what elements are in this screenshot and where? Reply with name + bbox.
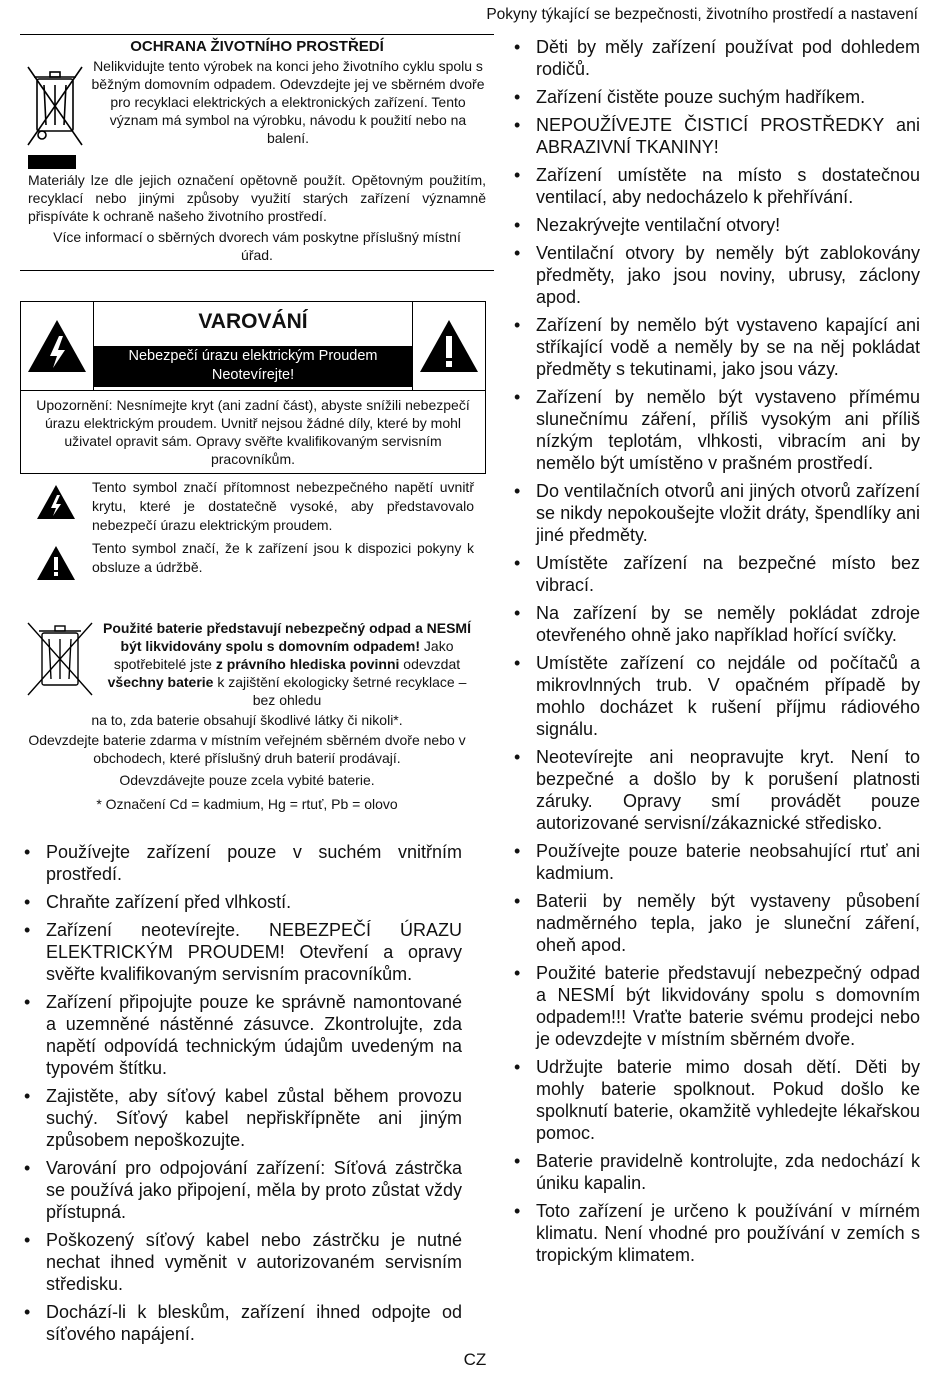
battery-line-2: na to, zda baterie obsahují škodlivé látky či nikoli*. <box>91 712 403 728</box>
list-item: • Zařízení čistěte pouze suchým hadříkem. <box>510 86 920 108</box>
list-item: • Zařízení neotevírejte. NEBEZPEČÍ ÚRAZU ELEKTRICKÝM PROUDEM! Otevření a opravy svěřte kvalifikovaným servisním pracovníkům. <box>20 919 462 985</box>
exclamation-warning-icon <box>413 302 485 390</box>
list-item: • Do ventilačních otvorů ani jiných otvorů zařízení se nikdy nepokoušejte vložit dráty, špendlíky ani jiné předměty. <box>510 480 920 546</box>
warning-body: Upozornění: Nesnímejte kryt (ani zadní část), abyste snížili nebezpečí úrazu elektrickým proudem. Uvnitř nejsou žádné díly, které by mohl uživatel opravit sám. Opravy svěřte kvalifikovaným servisním pracovníkům. <box>36 397 470 467</box>
crossed-bin-icon <box>20 57 90 167</box>
lightning-icon <box>20 478 92 535</box>
environment-title: OCHRANA ŽIVOTNÍHO PROSTŘEDÍ <box>130 38 384 55</box>
right-column <box>510 36 920 1272</box>
list-item: • Poškozený síťový kabel nebo zástrčku je nutné nechat ihned vyměnit v autorizovaném servisním středisku. <box>20 1229 462 1295</box>
left-column <box>20 34 494 1351</box>
list-item: • Toto zařízení je určeno k používání v mírném klimatu. Není vhodné pro používání v zemích s tropickým klimatem. <box>510 1200 920 1266</box>
battery-text-2: odevzdat <box>399 656 461 672</box>
list-item: • Chraňte zařízení před vlhkostí. <box>20 891 462 913</box>
battery-bold-3: všechny baterie <box>107 674 214 690</box>
battery-text-1: Jako spotřebitelé jste <box>113 638 454 672</box>
battery-text <box>100 619 494 709</box>
right-bullet-list <box>510 36 920 1266</box>
list-item: • Zařízení by nemělo být vystaveno kapající ani stříkající vodě a neměly by se na něj pokládat předměty s tekutinami, jako jsou vázy. <box>510 314 920 380</box>
battery-bold-2: z právního hlediska povinni <box>215 656 400 672</box>
list-item: • Udržujte baterie mimo dosah dětí. Děti by mohly baterie spolknout. Pokud došlo ke spolknutí baterie, okamžitě vyhledejte lékařskou pomoc. <box>510 1056 920 1144</box>
battery-paragraph-2: Odevzdávejte pouze zcela vybité baterie. <box>119 772 375 788</box>
list-item: • Zařízení umístěte na místo s dostatečnou ventilací, aby nedocházelo k přehřívání. <box>510 164 920 208</box>
environment-info: Více informací o sběrných dvorech vám poskytne příslušný místní úřad. <box>53 229 461 263</box>
battery-text-3: k zajištění ekologicky šetrné recyklace – bez ohledu <box>213 674 467 708</box>
list-item: • Neotevírejte ani neopravujte kryt. Není to bezpečné a došlo by k porušení platnosti záruky. Opravy smí provádět pouze autorizované servisní/zákaznické středisko. <box>510 746 920 834</box>
exclamation-icon <box>20 539 92 581</box>
voltage-symbol-text: Tento symbol značí přítomnost nebezpečného napětí uvnitř krytu, které je dostatečně vysoké, aby představovalo nebezpečí úrazu elektrickým proudem. <box>92 479 474 533</box>
list-item: • Dochází-li k bleskům, zařízení ihned odpojte od síťového napájení. <box>20 1301 462 1345</box>
list-item: • Používejte zařízení pouze v suchém vnitřním prostředí. <box>20 841 462 885</box>
warning-banner: Nebezpečí úrazu elektrickým Proudem Neotevírejte! <box>94 346 412 387</box>
environment-text: Nelikvidujte tento výrobek na konci jeho životního cyklu spolu s běžným domovním odpadem. Odevzdejte jej ve sběrném dvoře pro recyklaci elektrických a elektronických zařízení. Tento význam má symbol na výrobku, návodu k použití nebo na balení. <box>91 58 485 146</box>
list-item: • Zajistěte, aby síťový kabel zůstal během provozu suchý. Síťový kabel nepřiskřípněte ani jiným způsobem nepoškozujte. <box>20 1085 462 1151</box>
battery-bold-1: Použité baterie představují nebezpečný odpad a NESMÍ být likvidovány spolu s domovním odpadem! <box>103 620 471 654</box>
instructions-symbol-text: Tento symbol značí, že k zařízení jsou k dispozici pokyny k obsluze a údržbě. <box>92 540 474 575</box>
environment-paragraph: Materiály lze dle jejich označení opětovně použít. Opětovným použitím, recyklací nebo jinými způsoby využití starých zařízení významně přispíváte k ochraně našeho životního prostředí. <box>28 172 486 224</box>
battery-bin-icon <box>20 619 100 709</box>
list-item: • Zařízení by nemělo být vystaveno přímému slunečnímu záření, příliš vysokým ani příliš nízkým teplotám, vlhkosti, vibracím ani by nemělo být umístěno v prašném prostředí. <box>510 386 920 474</box>
voltage-symbol-note <box>20 478 494 535</box>
list-item: • Používejte pouze baterie neobsahující rtuť ani kadmium. <box>510 840 920 884</box>
list-item: • Zařízení připojujte pouze ke správně namontované a uzemněné nástěnné zásuvce. Zkontrolujte, zda napětí odpovídá technickým údajům uvedeným na typovém štítku. <box>20 991 462 1079</box>
list-item: • Varování pro odpojování zařízení: Síťová zástrčka se používá jako připojení, měla by proto zůstat vždy přístupná. <box>20 1157 462 1223</box>
list-item: • Baterie pravidelně kontrolujte, zda nedochází k úniku kapalin. <box>510 1150 920 1194</box>
list-item: • Děti by měly zařízení používat pod dohledem rodičů. <box>510 36 920 80</box>
page-footer: CZ <box>463 1350 487 1369</box>
environment-section <box>20 34 494 271</box>
battery-footnote: * Označení Cd = kadmium, Hg = rtuť, Pb = olovo <box>96 796 398 812</box>
list-item: • Použité baterie představují nebezpečný odpad a NESMÍ být likvidovány spolu s domovním odpadem!!! Vraťte baterie svému prodejci nebo je odevzdejte v místním sběrném dvoře. <box>510 962 920 1050</box>
list-item: • Na zařízení by se neměly pokládat zdroje otevřeného ohně jako například hořící svíčky. <box>510 602 920 646</box>
list-item: • NEPOUŽÍVEJTE ČISTICÍ PROSTŘEDKY ani ABRAZIVNÍ TKANINY! <box>510 114 920 158</box>
instructions-symbol-note <box>20 539 494 581</box>
list-item: • Baterii by neměly být vystaveny působení nadměrného tepla, jako je sluneční záření, oheň apod. <box>510 890 920 956</box>
page-header: Pokyny týkající se bezpečnosti, životního prostředí a nastavení <box>486 6 918 23</box>
battery-paragraph-1: Odevzdejte baterie zdarma v místním veřejném sběrném dvoře nebo v obchodech, které příslušný druh baterií prodávají. <box>28 732 466 766</box>
warning-title: VAROVÁNÍ <box>198 310 308 333</box>
list-item: • Nezakrývejte ventilační otvory! <box>510 214 920 236</box>
lightning-warning-icon <box>21 302 93 390</box>
left-bullet-list <box>20 841 462 1345</box>
warning-box <box>20 301 486 474</box>
battery-section <box>20 619 494 813</box>
list-item: • Ventilační otvory by neměly být zablokovány předměty, jako jsou noviny, ubrusy, záclony apod. <box>510 242 920 308</box>
list-item: • Umístěte zařízení na bezpečné místo bez vibrací. <box>510 552 920 596</box>
list-item: • Umístěte zařízení co nejdále od počítačů a mikrovlnných trub. V opačném případě by mohlo docházet k rušení příjmu rádiového signálu. <box>510 652 920 740</box>
